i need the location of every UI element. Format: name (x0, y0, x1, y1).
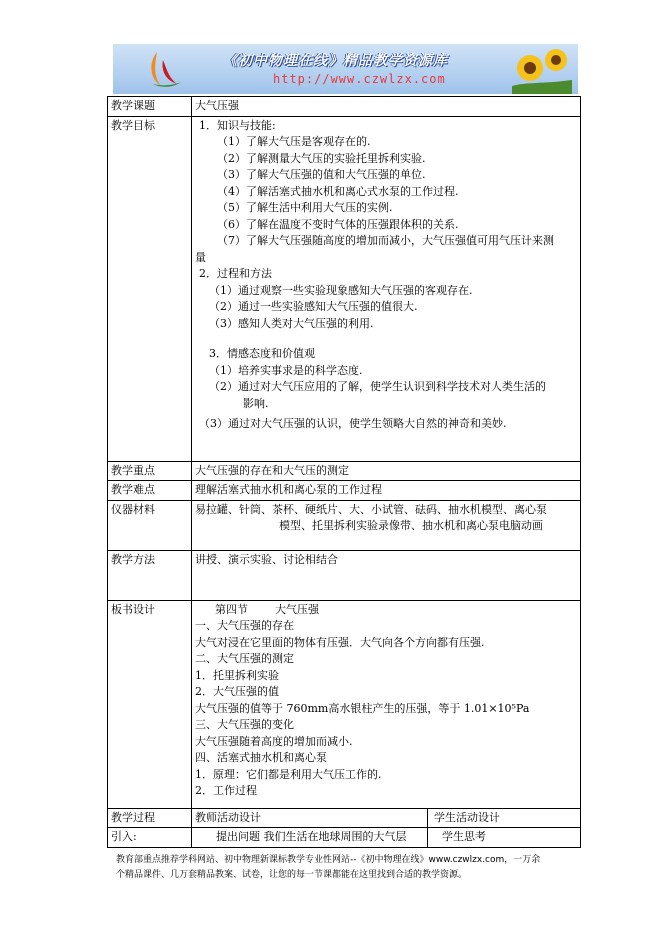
goals-label: 教学目标 (108, 116, 192, 461)
difficulty-label: 教学难点 (108, 481, 192, 501)
banner-title: 《初中物理在线》精品教学资源库 (223, 53, 448, 69)
lesson-plan-table (107, 96, 581, 848)
key-row (108, 461, 581, 481)
process-label: 教学过程 (108, 808, 192, 828)
goal-line: 影响. (243, 396, 269, 410)
footer-line: 个精品课件、几万套精品教案、试卷，让您的每一节课都能在这里找到合适的教学资源。 (116, 870, 468, 880)
materials-row (108, 500, 581, 550)
key-label: 教学重点 (108, 461, 192, 481)
goal-line: 量 (195, 250, 206, 264)
site-banner (113, 44, 578, 94)
goal-line: （2）通过一些实验感知大气压强的值很大. (209, 300, 418, 313)
topic-value: 大气压强 (192, 97, 581, 117)
board-line: 2．大气压强的值 (195, 685, 279, 698)
board-section: 第四节 (215, 602, 248, 616)
board-content (192, 600, 581, 808)
page-footer (116, 853, 556, 883)
goals-row (108, 116, 581, 461)
process-header-row (108, 808, 581, 828)
method-row (108, 550, 581, 600)
board-line: 二、大气压强的测定 (195, 652, 294, 665)
sunflower-icon (512, 46, 572, 94)
method-label: 教学方法 (108, 550, 192, 600)
board-line: 一、大气压强的存在 (195, 619, 294, 632)
key-value: 大气压强的存在和大气压的测定 (192, 461, 581, 481)
goal-line: （2）了解测量大气压的实验托里拆利实验. (217, 151, 426, 165)
goal-line: 3．情感态度和价值观 (209, 347, 315, 360)
intro-row (108, 828, 581, 848)
goal-line: （6）了解在温度不变时气体的压强跟体积的关系. (217, 217, 459, 231)
board-line: 大气对浸在它里面的物体有压强．大气向各个方向都有压强. (195, 635, 485, 649)
footer-line: 教育部重点推荐学科网站、初中物理新课标教学专业性网站--《初中物理在线》www.czwlzx.com，一万余 (116, 855, 541, 865)
board-line: 三、大气压强的变化 (195, 718, 294, 731)
materials-line: 模型、托里拆利实验录像带、抽水机和离心泵电脑动画 (279, 519, 543, 532)
topic-label: 教学课题 (108, 97, 192, 117)
goal-line: （7）了解大气压强随高度的增加而减小，大气压强值可用气压计来测 (217, 234, 554, 247)
board-line: 1．托里拆利实验 (195, 668, 279, 682)
materials-content (192, 500, 581, 550)
board-heading: 大气压强 (275, 602, 319, 616)
goal-line: （1）通过观察一些实验现象感知大气压强的客观存在. (209, 283, 473, 297)
board-line: 大气压强的值等于 760mm高水银柱产生的压强，等于 1.01×10⁵Pa (195, 701, 530, 715)
goal-line: （5）了解生活中利用大气压的实例. (217, 201, 393, 214)
topic-row (108, 97, 581, 117)
board-line: 大气压强随着高度的增加而减小. (195, 734, 353, 748)
goals-content (192, 116, 581, 461)
board-row (108, 600, 581, 808)
materials-label: 仪器材料 (108, 500, 192, 550)
teacher-activity-header: 教师活动设计 (192, 808, 428, 828)
board-title (195, 602, 577, 619)
intro-label: 引入: (108, 828, 192, 848)
goal-line: （1）培养实事求是的科学态度. (209, 363, 363, 377)
goal-line: （3）通过对大气压强的认识，使学生领略大自然的神奇和美妙. (199, 417, 507, 430)
goal-line: 1．知识与技能: (199, 118, 276, 132)
goal-line: （1）了解大气压是客观存在的. (217, 135, 371, 148)
site-logo-icon (143, 48, 185, 90)
goal-line: （4）了解活塞式抽水机和离心式水泵的工作过程. (217, 184, 459, 198)
goal-line: 2．过程和方法 (199, 267, 272, 280)
goal-line: （2）通过对大气压应用的了解，使学生认识到科学技术对人类生活的 (209, 380, 546, 393)
difficulty-value: 理解活塞式抽水机和离心泵的工作过程 (192, 481, 581, 501)
intro-teacher: 提出问题 我们生活在地球周围的大气层 (192, 828, 428, 848)
board-line: 1．原理：它们都是利用大气压工作的. (195, 767, 382, 781)
board-line: 2．工作过程 (195, 784, 257, 797)
difficulty-row (108, 481, 581, 501)
board-line: 四、活塞式抽水机和离心泵 (195, 751, 327, 764)
banner-url[interactable]: http://www.czwlzx.com (273, 72, 446, 86)
goal-line: （3）了解大气压强的值和大气压强的单位. (217, 168, 426, 181)
board-label: 板书设计 (108, 600, 192, 808)
student-activity-header: 学生活动设计 (428, 808, 581, 828)
method-value: 讲授、演示实验、讨论相结合 (192, 550, 581, 600)
intro-student: 学生思考 (428, 828, 581, 848)
materials-line: 易拉罐、针筒、茶杯、硬纸片、大、小试管、砝码、抽水机模型、离心泵 (195, 502, 547, 516)
goal-line: （3）感知人类对大气压强的利用. (209, 316, 374, 330)
